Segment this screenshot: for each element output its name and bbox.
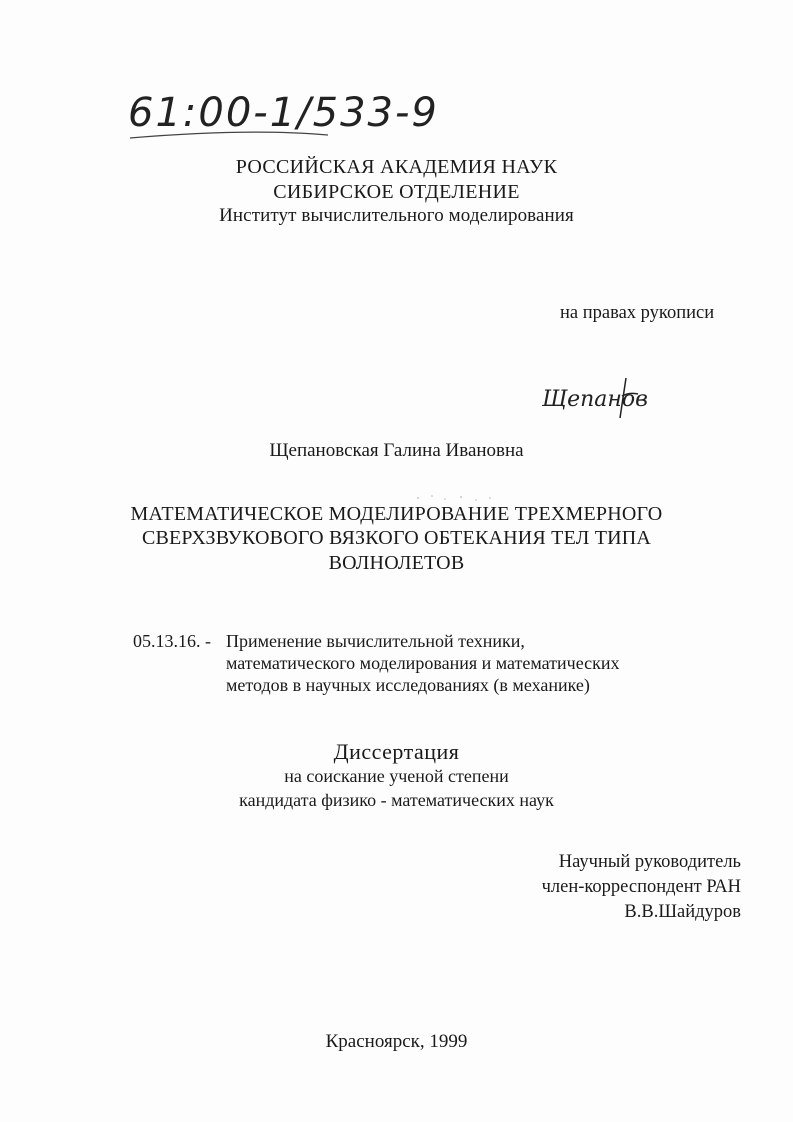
manuscript-rights-note: на правах рукописи	[560, 303, 715, 323]
academy-name: РОССИЙСКАЯ АКАДЕМИЯ НАУК	[235, 156, 558, 178]
scan-speck	[417, 497, 419, 499]
place-and-year: Красноярск, 1999	[325, 1031, 468, 1052]
scan-specks	[410, 492, 500, 506]
thesis-degree-line-1: на соискание ученой степени	[284, 766, 509, 786]
scan-speck	[489, 497, 491, 499]
author-signature	[538, 372, 648, 424]
stamp-text: 61:00-1/533-9	[128, 90, 439, 136]
thesis-degree-line-2: кандидата физико - математических наук	[239, 790, 554, 810]
title-line-3: ВОЛНОЛЕТОВ	[328, 552, 465, 574]
stamp-drawing	[128, 78, 488, 148]
scan-speck	[475, 499, 476, 500]
thesis-type: Диссертация	[333, 739, 460, 764]
advisor-role: Научный руководитель	[558, 852, 741, 872]
specialty-line-3: методов в научных исследованиях (в механике)	[226, 675, 590, 695]
scientific-advisor-block	[542, 850, 741, 925]
scan-speck	[460, 496, 462, 498]
advisor-rank: член-корреспондент РАН	[541, 877, 741, 897]
signature-text: Щепанов	[542, 387, 648, 412]
institute-name: Институт вычислительного моделирования	[219, 205, 574, 226]
branch-name: СИБИРСКОЕ ОТДЕЛЕНИЕ	[273, 181, 520, 203]
handwritten-stamp-number	[128, 78, 488, 148]
specialty-line-2: математического моделирования и математических	[226, 653, 620, 673]
scan-speck	[444, 498, 445, 499]
scan-speck	[431, 495, 433, 497]
specialty-line-1: Применение вычислительной техники,	[226, 631, 525, 651]
specialty-code: 05.13.16. -	[133, 631, 211, 651]
title-line-1: МАТЕМАТИЧЕСКОЕ МОДЕЛИРОВАНИЕ ТРЕХМЕРНОГО	[130, 503, 663, 525]
signature-drawing	[538, 372, 648, 424]
advisor-name: В.В.Шайдуров	[624, 902, 741, 922]
specialty-description	[226, 630, 696, 696]
title-line-2: СВЕРХЗВУКОВОГО ВЯЗКОГО ОБТЕКАНИЯ ТЕЛ ТИПА	[141, 527, 652, 549]
author-name: Щепановская Галина Ивановна	[269, 440, 524, 461]
